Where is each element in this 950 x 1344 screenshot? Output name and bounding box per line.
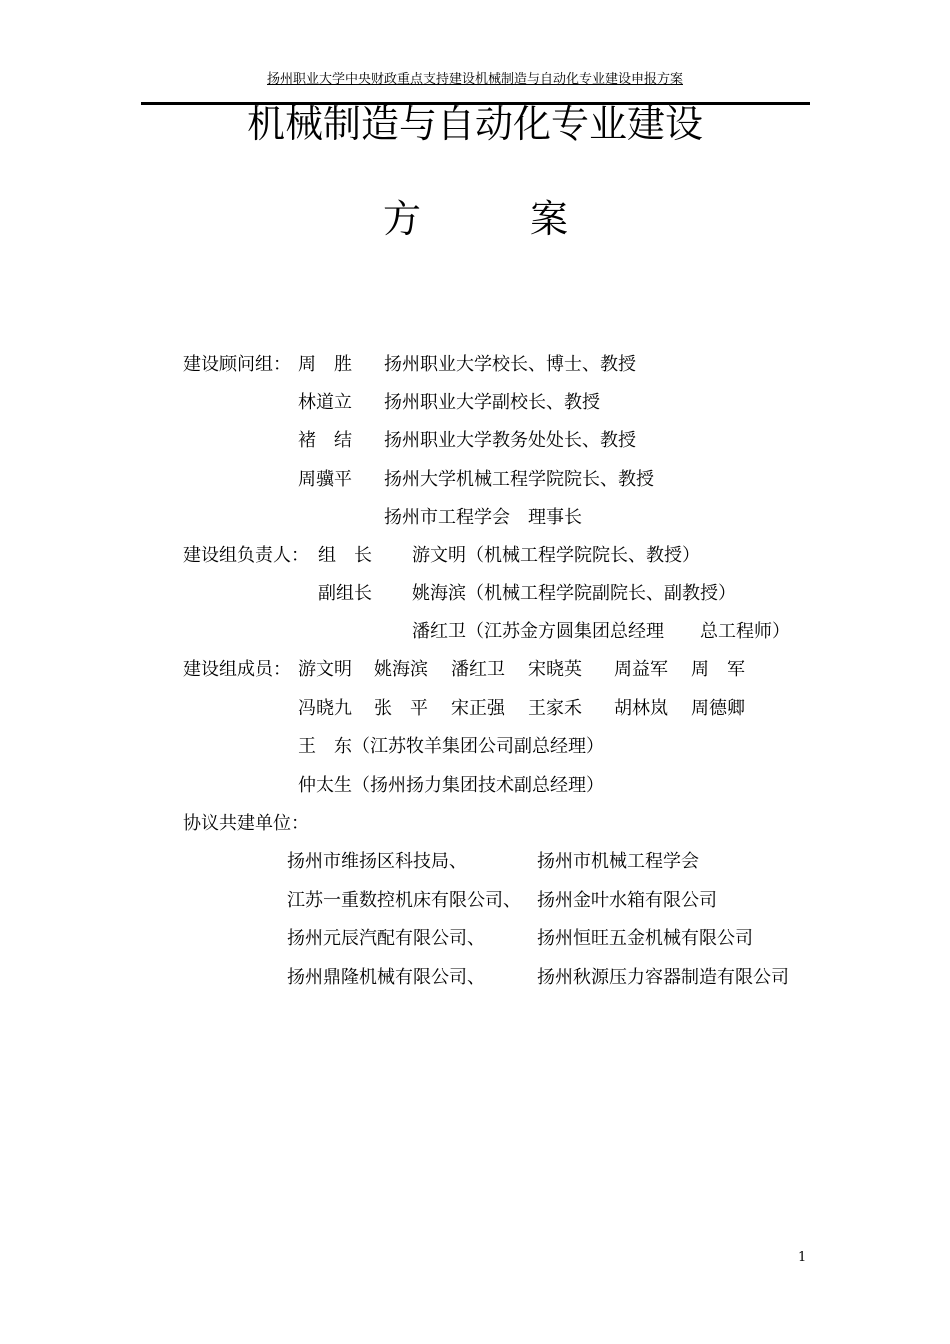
- leader-title: 组 长: [318, 545, 372, 566]
- page-number: 1: [798, 1250, 807, 1265]
- advisory-name: 周骥平: [298, 469, 352, 490]
- member-name: 周益军: [614, 659, 668, 680]
- member-name: 宋正强: [451, 698, 505, 719]
- leader-entry: 游文明（机械工程学院院长、教授）: [412, 545, 700, 566]
- advisory-name: 褚 结: [298, 430, 352, 451]
- partner-unit: 江苏一重数控机床有限公司、: [287, 890, 521, 911]
- title-char-an: 案: [530, 197, 569, 241]
- running-header-text: 扬州职业大学中央财政重点支持建设机械制造与自动化专业建设申报方案: [266, 72, 683, 87]
- member-name: 游文明: [298, 659, 352, 680]
- partner-unit: 扬州金叶水箱有限公司: [537, 890, 717, 911]
- partner-unit: 扬州市机械工程学会: [537, 851, 699, 872]
- deputy-entry: 姚海滨（机械工程学院副院长、副教授）: [412, 583, 736, 604]
- partner-unit: 扬州鼎隆机械有限公司、: [287, 967, 485, 988]
- advisory-role: 扬州大学机械工程学院院长、教授: [384, 469, 654, 490]
- advisory-name: 周 胜: [298, 354, 352, 375]
- member-name: 姚海滨: [374, 659, 428, 680]
- member-name: 张 平: [374, 698, 428, 719]
- deputy-entry: 潘红卫（江苏金方圆集团总经理 总工程师）: [412, 621, 790, 642]
- partner-unit: 扬州市维扬区科技局、: [287, 851, 467, 872]
- member-name: 冯晓九: [298, 698, 352, 719]
- advisory-extra-role: 扬州市工程学会 理事长: [384, 507, 582, 528]
- partners-label: 协议共建单位：: [183, 813, 309, 834]
- partner-unit: 扬州秋源压力容器制造有限公司: [537, 967, 789, 988]
- advisory-role: 扬州职业大学校长、博士、教授: [384, 354, 636, 375]
- deputy-title: 副组长: [318, 583, 372, 604]
- advisory-label: 建设顾问组：: [183, 354, 291, 375]
- partner-unit: 扬州恒旺五金机械有限公司: [537, 928, 753, 949]
- advisory-role: 扬州职业大学教务处处长、教授: [384, 430, 636, 451]
- leaders-label: 建设组负责人：: [183, 545, 309, 566]
- partner-unit: 扬州元辰汽配有限公司、: [287, 928, 485, 949]
- member-extra: 王 东（江苏牧羊集团公司副总经理）: [298, 736, 604, 757]
- advisory-name: 林道立: [298, 392, 352, 413]
- member-name: 宋晓英: [528, 659, 582, 680]
- member-name: 周德卿: [691, 698, 745, 719]
- title-char-fang: 方: [383, 197, 422, 241]
- member-name: 潘红卫: [451, 659, 505, 680]
- running-header: [0, 71, 950, 88]
- members-label: 建设组成员：: [183, 659, 291, 680]
- member-name: 胡林岚: [614, 698, 668, 719]
- advisory-role: 扬州职业大学副校长、教授: [384, 392, 600, 413]
- document-title: 机械制造与自动化专业建设: [246, 102, 703, 146]
- member-extra: 仲太生（扬州扬力集团技术副总经理）: [298, 775, 604, 796]
- member-name: 周 军: [691, 659, 745, 680]
- member-name: 王家禾: [528, 698, 582, 719]
